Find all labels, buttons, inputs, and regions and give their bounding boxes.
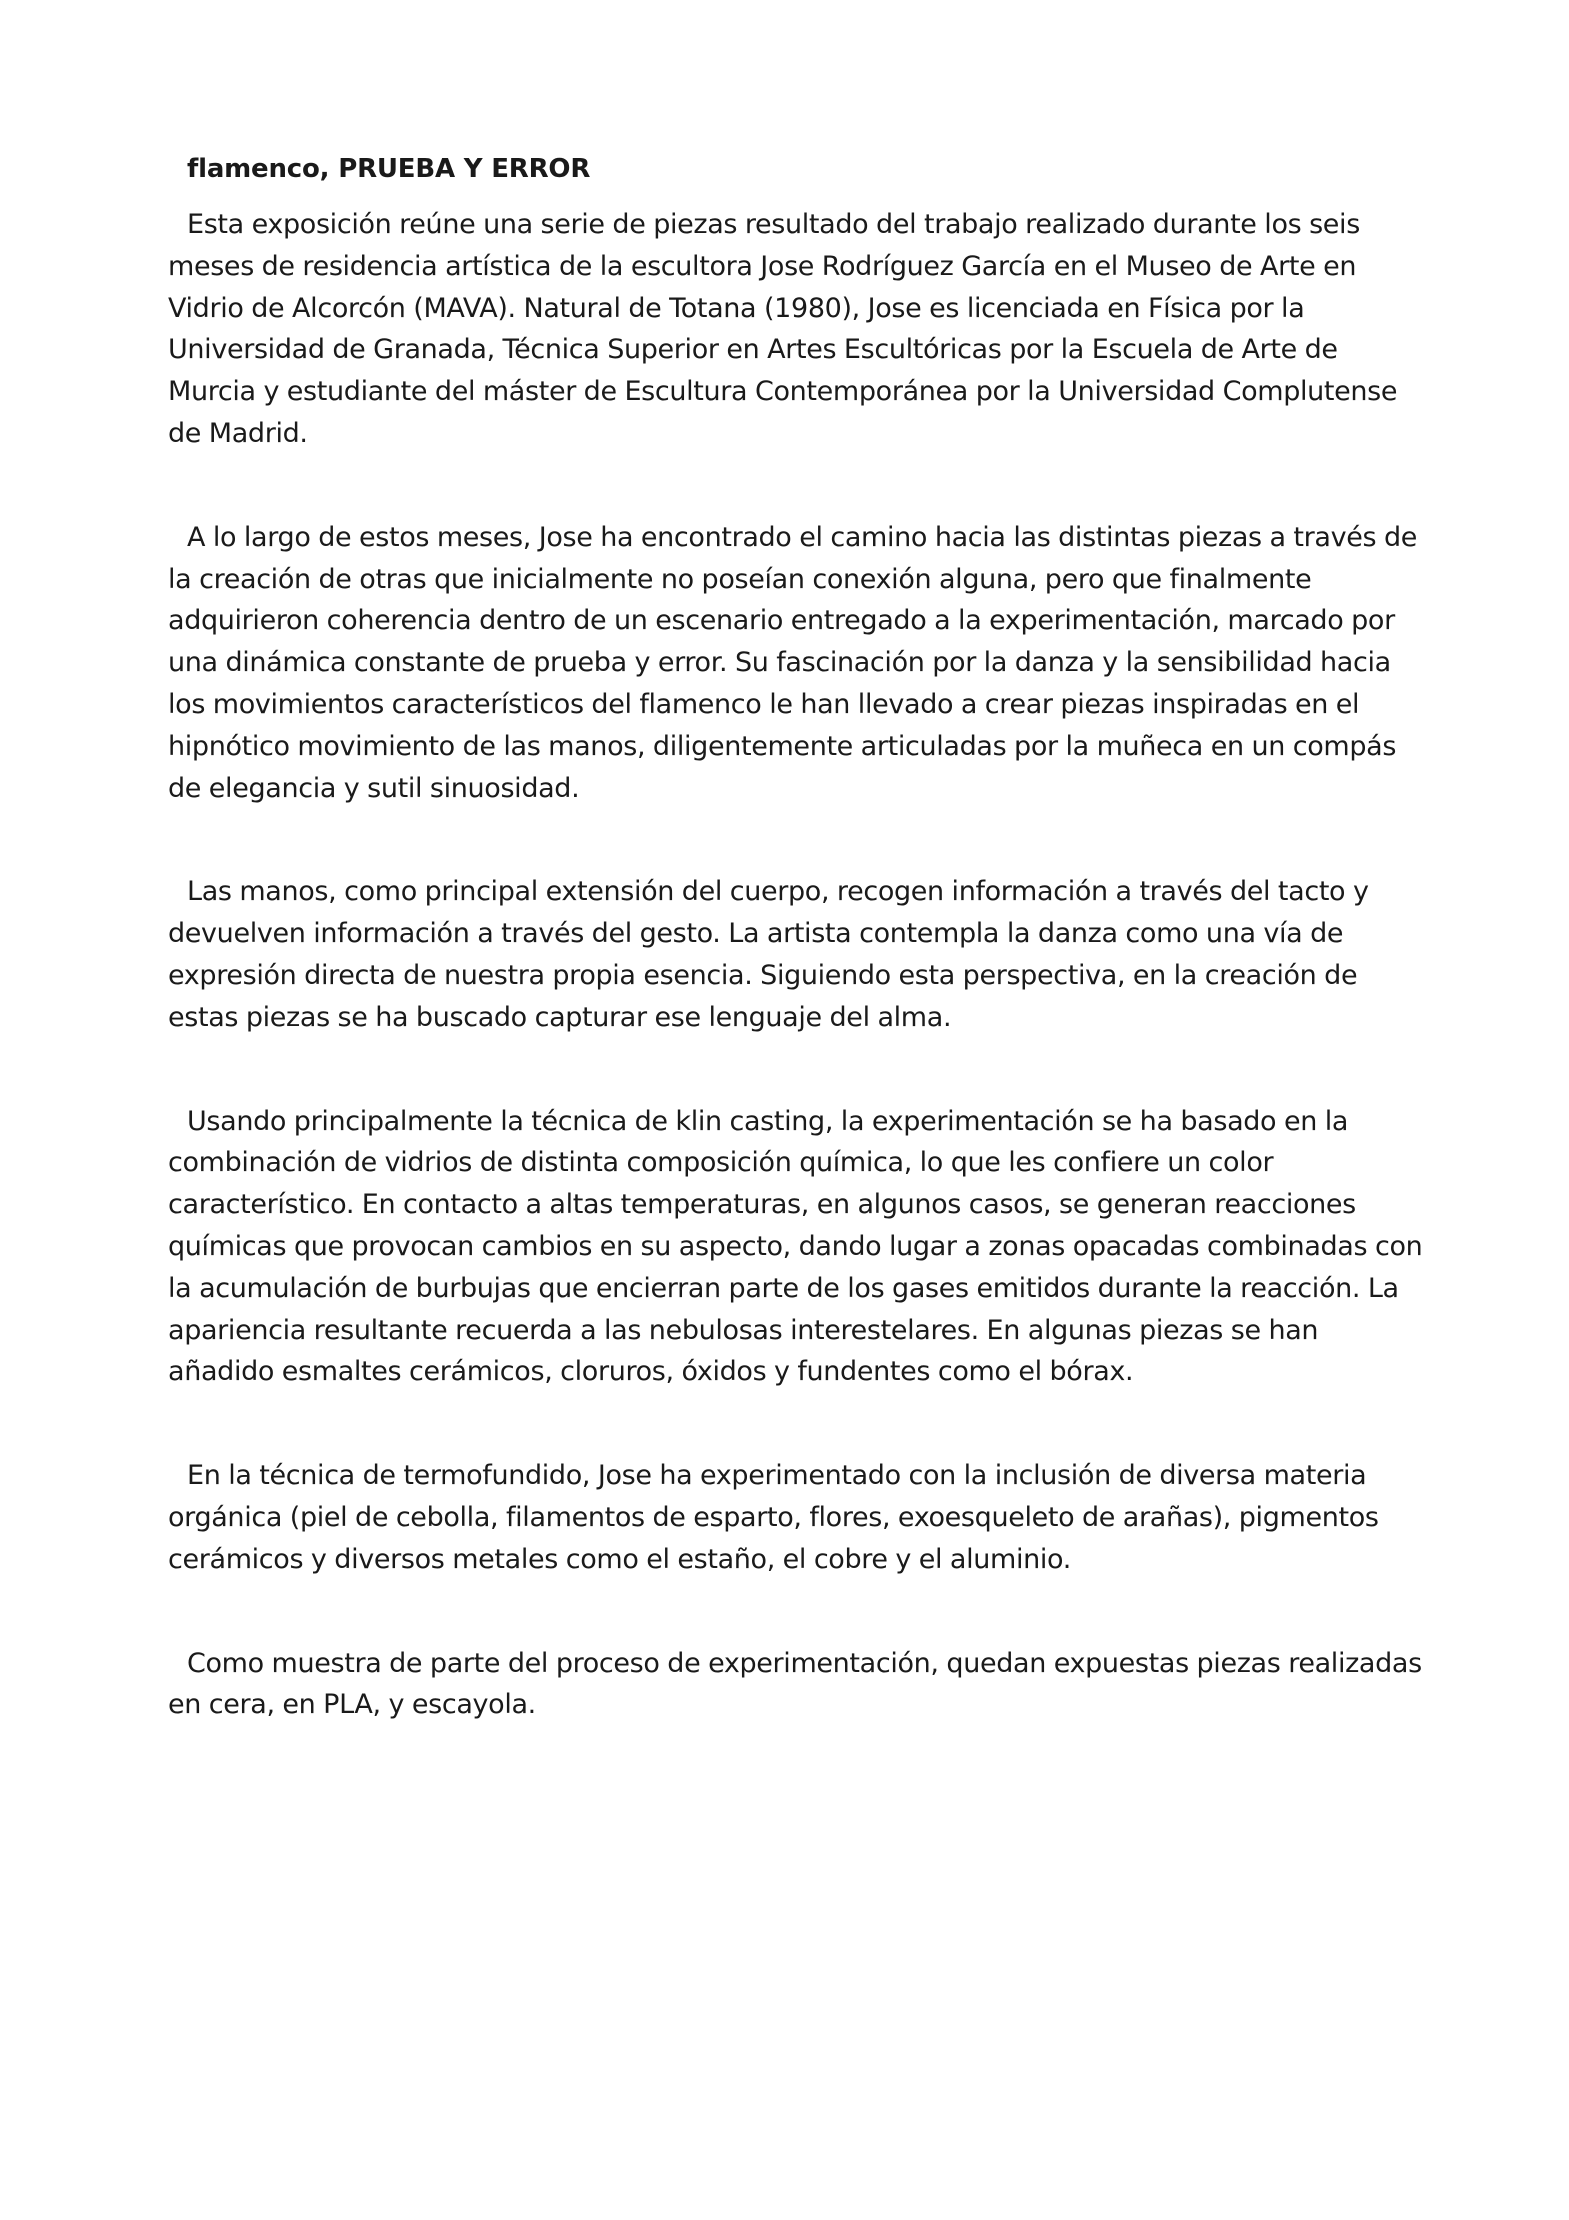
paragraph-hands: Las manos, como principal extensión del cuerpo, recogen información a través del tacto y devuelven información a través del gesto. La artista contempla la danza como una vía de expresión directa de nuestra propia esencia. Siguiendo esta perspectiva, en la creación de estas piezas se ha buscado capturar ese lenguaje del alma. [168, 876, 1369, 1033]
document-title: flamenco, PRUEBA Y ERROR [187, 154, 591, 184]
paragraph-fusing: En la técnica de termofundido, Jose ha experimentado con la inclusión de diversa materia orgánica (piel de cebolla, filamentos de esparto, flores, exoesqueleto de arañas), pigmentos cerámicos y diversos metales como el estaño, el cobre y el aluminio. [168, 1460, 1379, 1575]
paragraph-kiln-casting: Usando principalmente la técnica de klin casting, la experimentación se ha basado en la combinación de vidrios de distinta composición química, lo que les confiere un color característico. En contacto a altas temperaturas, en algunos casos, se generan reacciones químicas que provocan cambios en su aspecto, dando lugar a zonas opacadas combinadas con la acumulación de burbujas que encierran parte de los gases emitidos durante la reacción. La apariencia resultante recuerda a las nebulosas interestelares. En algunas piezas se han añadido esmaltes cerámicos, cloruros, óxidos y fundentes como el bórax. [168, 1105, 1423, 1388]
paragraph-intro: Esta exposición reúne una serie de piezas resultado del trabajo realizado durante los seis meses de residencia artística de la escultora Jose Rodríguez García en el Museo de Arte en Vidrio de Alcorcón (MAVA). Natural de Totana (1980), Jose es licenciada en Física por la Universidad de Granada, Técnica Superior en Artes Escultóricas por la Escuela de Arte de Murcia y estudiante del máster de Escultura Contemporánea por la Universidad Complutense de Madrid. [168, 209, 1398, 449]
paragraph-materials: Como muestra de parte del proceso de experimentación, quedan expuestas piezas realizadas en cera, en PLA, y escayola. [168, 1647, 1422, 1721]
document-body [168, 148, 1423, 1726]
paragraph-process: A lo largo de estos meses, Jose ha encontrado el camino hacia las distintas piezas a través de la creación de otras que inicialmente no poseían conexión alguna, pero que finalmente adquirieron coherencia dentro de un escenario entregado a la experimentación, marcado por una dinámica constante de prueba y error. Su fascinación por la danza y la sensibilidad hacia los movimientos característicos del flamenco le han llevado a crear piezas inspiradas en el hipnótico movimiento de las manos, diligentemente articuladas por la muñeca en un compás de elegancia y sutil sinuosidad. [168, 521, 1418, 804]
